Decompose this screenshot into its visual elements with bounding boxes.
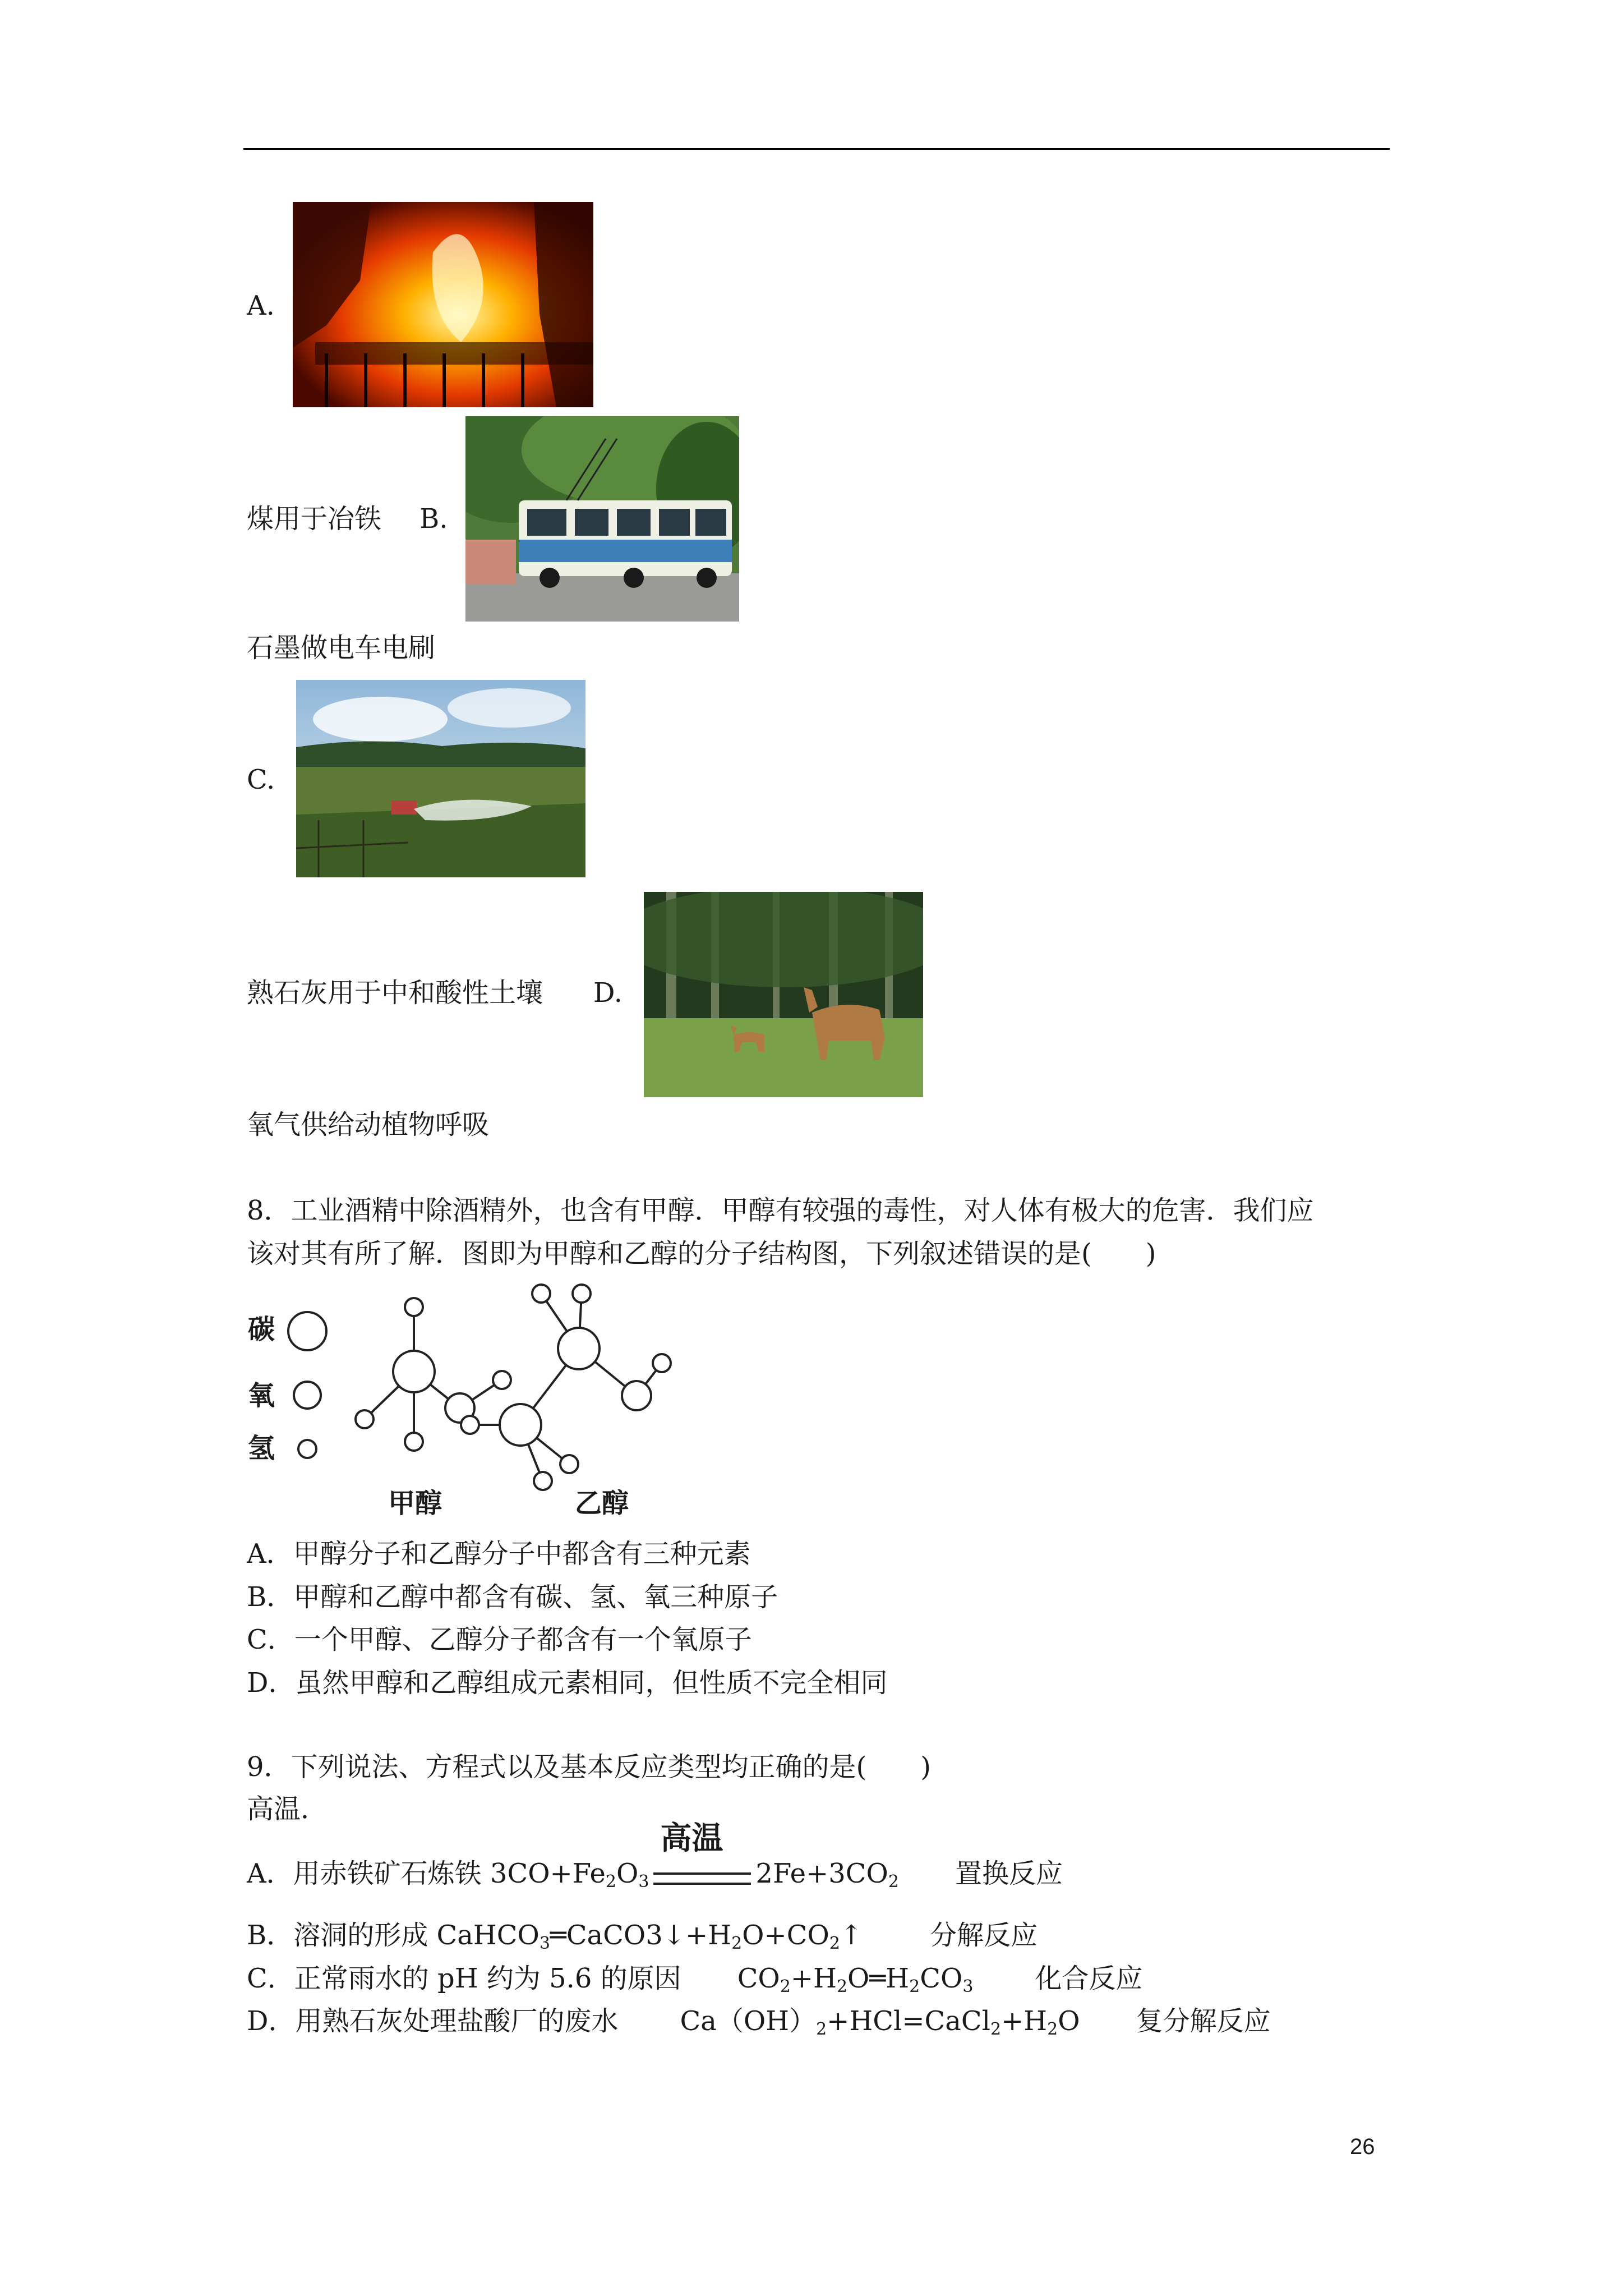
ethanol-oxygen-atom	[622, 1381, 651, 1410]
option-c-letter: C.	[247, 764, 275, 795]
option-d-letter: D.	[593, 977, 623, 1009]
q8-option-d: D．虽然甲醇和乙醇组成元素相同，但性质不完全相同	[247, 1667, 888, 1699]
option-b-letter: B.	[419, 503, 448, 535]
q8-option-b: B．甲醇和乙醇中都含有碳、氢、氧三种原子	[247, 1581, 778, 1613]
q8-option-a: A．甲醇分子和乙醇分子中都含有三种元素	[247, 1538, 751, 1570]
legend-hydrogen-label: 氢	[248, 1433, 275, 1464]
ethanol-carbon-atom	[500, 1404, 541, 1446]
q9-option-b: B．溶洞的形成 $CaHCO_3═CaCO3↓+H_2O+CO_2↑$ 分解反应	[247, 1920, 1038, 1953]
option-a-letter: A.	[247, 290, 275, 321]
ethanol-hydrogen-atom	[573, 1285, 591, 1303]
q8-option-c: C．一个甲醇、乙醇分子都含有一个氧原子	[247, 1624, 752, 1655]
equals-sign	[653, 1872, 751, 1885]
trolley-bus-photo	[465, 416, 739, 622]
legend-carbon-label: 碳	[248, 1314, 275, 1345]
steel-smelting-photo	[293, 202, 593, 407]
ethanol-hydrogen-atom	[532, 1285, 550, 1303]
methanol-hydrogen-atom	[405, 1433, 423, 1451]
methanol-hydrogen-atom	[405, 1298, 423, 1316]
option-b-caption: 石墨做电车电刷	[247, 632, 436, 664]
methanol-hydrogen-atom	[356, 1410, 374, 1428]
methanol-carbon-atom	[393, 1351, 435, 1392]
q9-option-c: C．正常雨水的 pH 约为 5.6 的原因 $CO_2+H_2O═H_2CO_3$ 化合反应	[247, 1963, 1143, 1996]
header-rule	[243, 148, 1390, 150]
q9-option-d: D．用熟石灰处理盐酸厂的废水 $Ca(OH)_2+HCl=CaCl_2+H_2O$ 复分解反应	[247, 2005, 1271, 2039]
ethanol-hydrogen-atom	[461, 1416, 479, 1434]
lime-spraying-field-photo	[296, 680, 585, 877]
page-number: 26	[1350, 2134, 1375, 2159]
ethanol-label: 乙醇	[575, 1488, 629, 1519]
ethanol-hydrogen-atom	[653, 1354, 671, 1372]
ethanol-hydrogen-atom	[560, 1455, 578, 1473]
molecule-structure-diagram	[247, 1279, 740, 1526]
legend-oxygen-label: 氧	[248, 1380, 275, 1411]
option-d-caption: 氧气供给动植物呼吸	[247, 1109, 490, 1140]
q8-stem-line2: 该对其有所了解．图即为甲醇和乙醇的分子结构图，下列叙述错误的是( )	[247, 1238, 1156, 1269]
reaction-condition-label: 高温	[660, 1820, 723, 1857]
hydrogen-legend-circle	[298, 1440, 316, 1458]
option-c-caption: 熟石灰用于中和酸性土壤	[247, 977, 543, 1009]
option-a-caption: 煤用于冶铁	[247, 503, 382, 535]
q9-option-a: A．用赤铁矿石炼铁 $3CO+Fe_2O_3$ 高温 $2Fe+3CO_2$ 置换反应	[247, 1820, 1063, 1892]
q8-stem-line1: 8．工业酒精中除酒精外，也含有甲醇．甲醇有较强的毒性，对人体有极大的危害．我们应	[247, 1195, 1314, 1226]
methanol-label: 甲醇	[388, 1488, 442, 1519]
ethanol-carbon-atom	[558, 1328, 600, 1369]
q9-stem: 9．下列说法、方程式以及基本反应类型均正确的是( )	[247, 1751, 931, 1783]
carbon-legend-circle	[288, 1312, 326, 1350]
oxygen-legend-circle	[294, 1382, 321, 1409]
ethanol-hydrogen-atom	[534, 1472, 552, 1490]
q9-note: 高温．	[247, 1793, 328, 1825]
methanol-hydrogen-atom	[493, 1371, 511, 1389]
deer-in-forest-photo	[644, 892, 923, 1097]
